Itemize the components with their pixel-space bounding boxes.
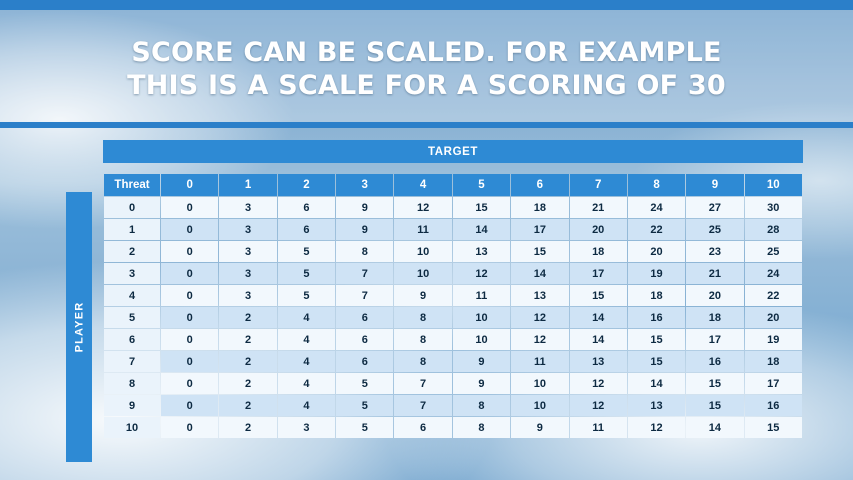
cell-6-0: 0 (161, 329, 218, 350)
cell-5-3: 6 (336, 307, 393, 328)
cell-6-6: 12 (511, 329, 568, 350)
cell-4-1: 3 (219, 285, 276, 306)
cell-1-4: 11 (394, 219, 451, 240)
cell-5-0: 0 (161, 307, 218, 328)
table-row (104, 417, 802, 438)
column-header-8: 8 (628, 174, 685, 196)
cell-5-8: 16 (628, 307, 685, 328)
cell-9-8: 13 (628, 395, 685, 416)
table-row (104, 395, 802, 416)
top-accent-band (0, 0, 853, 10)
cell-3-7: 17 (570, 263, 627, 284)
cell-10-1: 2 (219, 417, 276, 438)
cell-6-7: 14 (570, 329, 627, 350)
title-banner (0, 10, 853, 128)
cell-3-2: 5 (278, 263, 335, 284)
cell-1-1: 3 (219, 219, 276, 240)
column-header-3: 3 (336, 174, 393, 196)
cell-3-5: 12 (453, 263, 510, 284)
score-scale-table (103, 173, 803, 439)
table-row (104, 219, 802, 240)
cell-0-4: 12 (394, 197, 451, 218)
cell-4-0: 0 (161, 285, 218, 306)
cell-9-1: 2 (219, 395, 276, 416)
cell-10-7: 11 (570, 417, 627, 438)
row-header-4: 4 (104, 285, 160, 306)
cell-8-6: 10 (511, 373, 568, 394)
row-header-8: 8 (104, 373, 160, 394)
cell-7-2: 4 (278, 351, 335, 372)
cell-5-2: 4 (278, 307, 335, 328)
cell-6-5: 10 (453, 329, 510, 350)
table-row (104, 329, 802, 350)
cell-5-5: 10 (453, 307, 510, 328)
cell-3-6: 14 (511, 263, 568, 284)
row-header-0: 0 (104, 197, 160, 218)
cell-10-0: 0 (161, 417, 218, 438)
cell-8-10: 17 (745, 373, 802, 394)
cell-5-10: 20 (745, 307, 802, 328)
cell-10-4: 6 (394, 417, 451, 438)
cell-7-0: 0 (161, 351, 218, 372)
cell-4-7: 15 (570, 285, 627, 306)
row-header-5: 5 (104, 307, 160, 328)
target-axis-label-text: TARGET (427, 145, 479, 158)
cell-9-3: 5 (336, 395, 393, 416)
column-header-1: 1 (219, 174, 276, 196)
cell-1-5: 14 (453, 219, 510, 240)
cell-7-9: 16 (686, 351, 743, 372)
cell-2-5: 13 (453, 241, 510, 262)
cell-10-10: 15 (745, 417, 802, 438)
cell-2-7: 18 (570, 241, 627, 262)
cell-6-9: 17 (686, 329, 743, 350)
cell-2-3: 8 (336, 241, 393, 262)
cell-2-2: 5 (278, 241, 335, 262)
cell-10-6: 9 (511, 417, 568, 438)
cell-3-8: 19 (628, 263, 685, 284)
cell-10-3: 5 (336, 417, 393, 438)
cell-9-0: 0 (161, 395, 218, 416)
cell-5-7: 14 (570, 307, 627, 328)
column-header-6: 6 (511, 174, 568, 196)
cell-7-8: 15 (628, 351, 685, 372)
page-title-line-2: THIS IS A SCALE FOR A SCORING OF 30 (127, 70, 726, 101)
column-header-9: 9 (686, 174, 743, 196)
cell-5-6: 12 (511, 307, 568, 328)
cell-8-7: 12 (570, 373, 627, 394)
cell-4-10: 22 (745, 285, 802, 306)
cell-7-10: 18 (745, 351, 802, 372)
cell-8-4: 7 (394, 373, 451, 394)
table-row (104, 241, 802, 262)
cell-1-3: 9 (336, 219, 393, 240)
cell-1-2: 6 (278, 219, 335, 240)
cell-8-0: 0 (161, 373, 218, 394)
cell-5-1: 2 (219, 307, 276, 328)
table-header (104, 174, 802, 196)
cell-10-2: 3 (278, 417, 335, 438)
cell-9-6: 10 (511, 395, 568, 416)
cell-5-4: 8 (394, 307, 451, 328)
row-header-9: 9 (104, 395, 160, 416)
cell-0-1: 3 (219, 197, 276, 218)
page-title (0, 36, 853, 102)
cell-6-3: 6 (336, 329, 393, 350)
cell-6-10: 19 (745, 329, 802, 350)
cell-0-8: 24 (628, 197, 685, 218)
column-header-0: 0 (161, 174, 218, 196)
cell-4-4: 9 (394, 285, 451, 306)
cell-2-4: 10 (394, 241, 451, 262)
cell-4-9: 20 (686, 285, 743, 306)
cell-8-8: 14 (628, 373, 685, 394)
cell-8-1: 2 (219, 373, 276, 394)
cell-0-2: 6 (278, 197, 335, 218)
cell-0-3: 9 (336, 197, 393, 218)
cell-7-7: 13 (570, 351, 627, 372)
cell-5-9: 18 (686, 307, 743, 328)
cell-7-3: 6 (336, 351, 393, 372)
cell-9-9: 15 (686, 395, 743, 416)
cell-7-6: 11 (511, 351, 568, 372)
cell-0-0: 0 (161, 197, 218, 218)
table-row (104, 351, 802, 372)
table-body (104, 197, 802, 438)
column-header-2: 2 (278, 174, 335, 196)
cell-7-5: 9 (453, 351, 510, 372)
row-header-3: 3 (104, 263, 160, 284)
cell-1-8: 22 (628, 219, 685, 240)
table-corner-header: Threat (104, 174, 160, 196)
cell-2-6: 15 (511, 241, 568, 262)
cell-3-1: 3 (219, 263, 276, 284)
cell-0-9: 27 (686, 197, 743, 218)
cell-2-0: 0 (161, 241, 218, 262)
cell-0-6: 18 (511, 197, 568, 218)
target-axis-label (103, 140, 803, 163)
cell-6-1: 2 (219, 329, 276, 350)
cell-8-2: 4 (278, 373, 335, 394)
cell-9-5: 8 (453, 395, 510, 416)
row-header-2: 2 (104, 241, 160, 262)
cell-9-7: 12 (570, 395, 627, 416)
table-row (104, 197, 802, 218)
cell-4-2: 5 (278, 285, 335, 306)
column-header-5: 5 (453, 174, 510, 196)
cell-8-5: 9 (453, 373, 510, 394)
player-axis-label (66, 192, 92, 462)
cell-7-1: 2 (219, 351, 276, 372)
table-row (104, 263, 802, 284)
cell-0-10: 30 (745, 197, 802, 218)
row-header-7: 7 (104, 351, 160, 372)
cell-8-3: 5 (336, 373, 393, 394)
row-header-10: 10 (104, 417, 160, 438)
cell-6-2: 4 (278, 329, 335, 350)
cell-4-5: 11 (453, 285, 510, 306)
cell-1-7: 20 (570, 219, 627, 240)
cell-1-9: 25 (686, 219, 743, 240)
cell-1-6: 17 (511, 219, 568, 240)
cell-3-0: 0 (161, 263, 218, 284)
cell-9-4: 7 (394, 395, 451, 416)
table-row (104, 373, 802, 394)
cell-9-10: 16 (745, 395, 802, 416)
cell-6-8: 15 (628, 329, 685, 350)
row-header-6: 6 (104, 329, 160, 350)
column-header-4: 4 (394, 174, 451, 196)
table-header-row (104, 174, 802, 196)
cell-2-1: 3 (219, 241, 276, 262)
cell-10-8: 12 (628, 417, 685, 438)
column-header-7: 7 (570, 174, 627, 196)
cell-10-5: 8 (453, 417, 510, 438)
cell-4-3: 7 (336, 285, 393, 306)
cell-3-3: 7 (336, 263, 393, 284)
cell-2-10: 25 (745, 241, 802, 262)
column-header-10: 10 (745, 174, 802, 196)
player-axis-label-text: PLAYER (73, 301, 85, 353)
table-row (104, 285, 802, 306)
cell-0-5: 15 (453, 197, 510, 218)
cell-4-8: 18 (628, 285, 685, 306)
cell-6-4: 8 (394, 329, 451, 350)
page-title-line-1: SCORE CAN BE SCALED. FOR EXAMPLE (131, 37, 722, 68)
cell-9-2: 4 (278, 395, 335, 416)
cell-3-10: 24 (745, 263, 802, 284)
cell-3-9: 21 (686, 263, 743, 284)
cell-0-7: 21 (570, 197, 627, 218)
cell-4-6: 13 (511, 285, 568, 306)
cell-3-4: 10 (394, 263, 451, 284)
cell-1-10: 28 (745, 219, 802, 240)
cell-8-9: 15 (686, 373, 743, 394)
table-row (104, 307, 802, 328)
row-header-1: 1 (104, 219, 160, 240)
cell-7-4: 8 (394, 351, 451, 372)
cell-2-8: 20 (628, 241, 685, 262)
cell-2-9: 23 (686, 241, 743, 262)
cell-1-0: 0 (161, 219, 218, 240)
cell-10-9: 14 (686, 417, 743, 438)
